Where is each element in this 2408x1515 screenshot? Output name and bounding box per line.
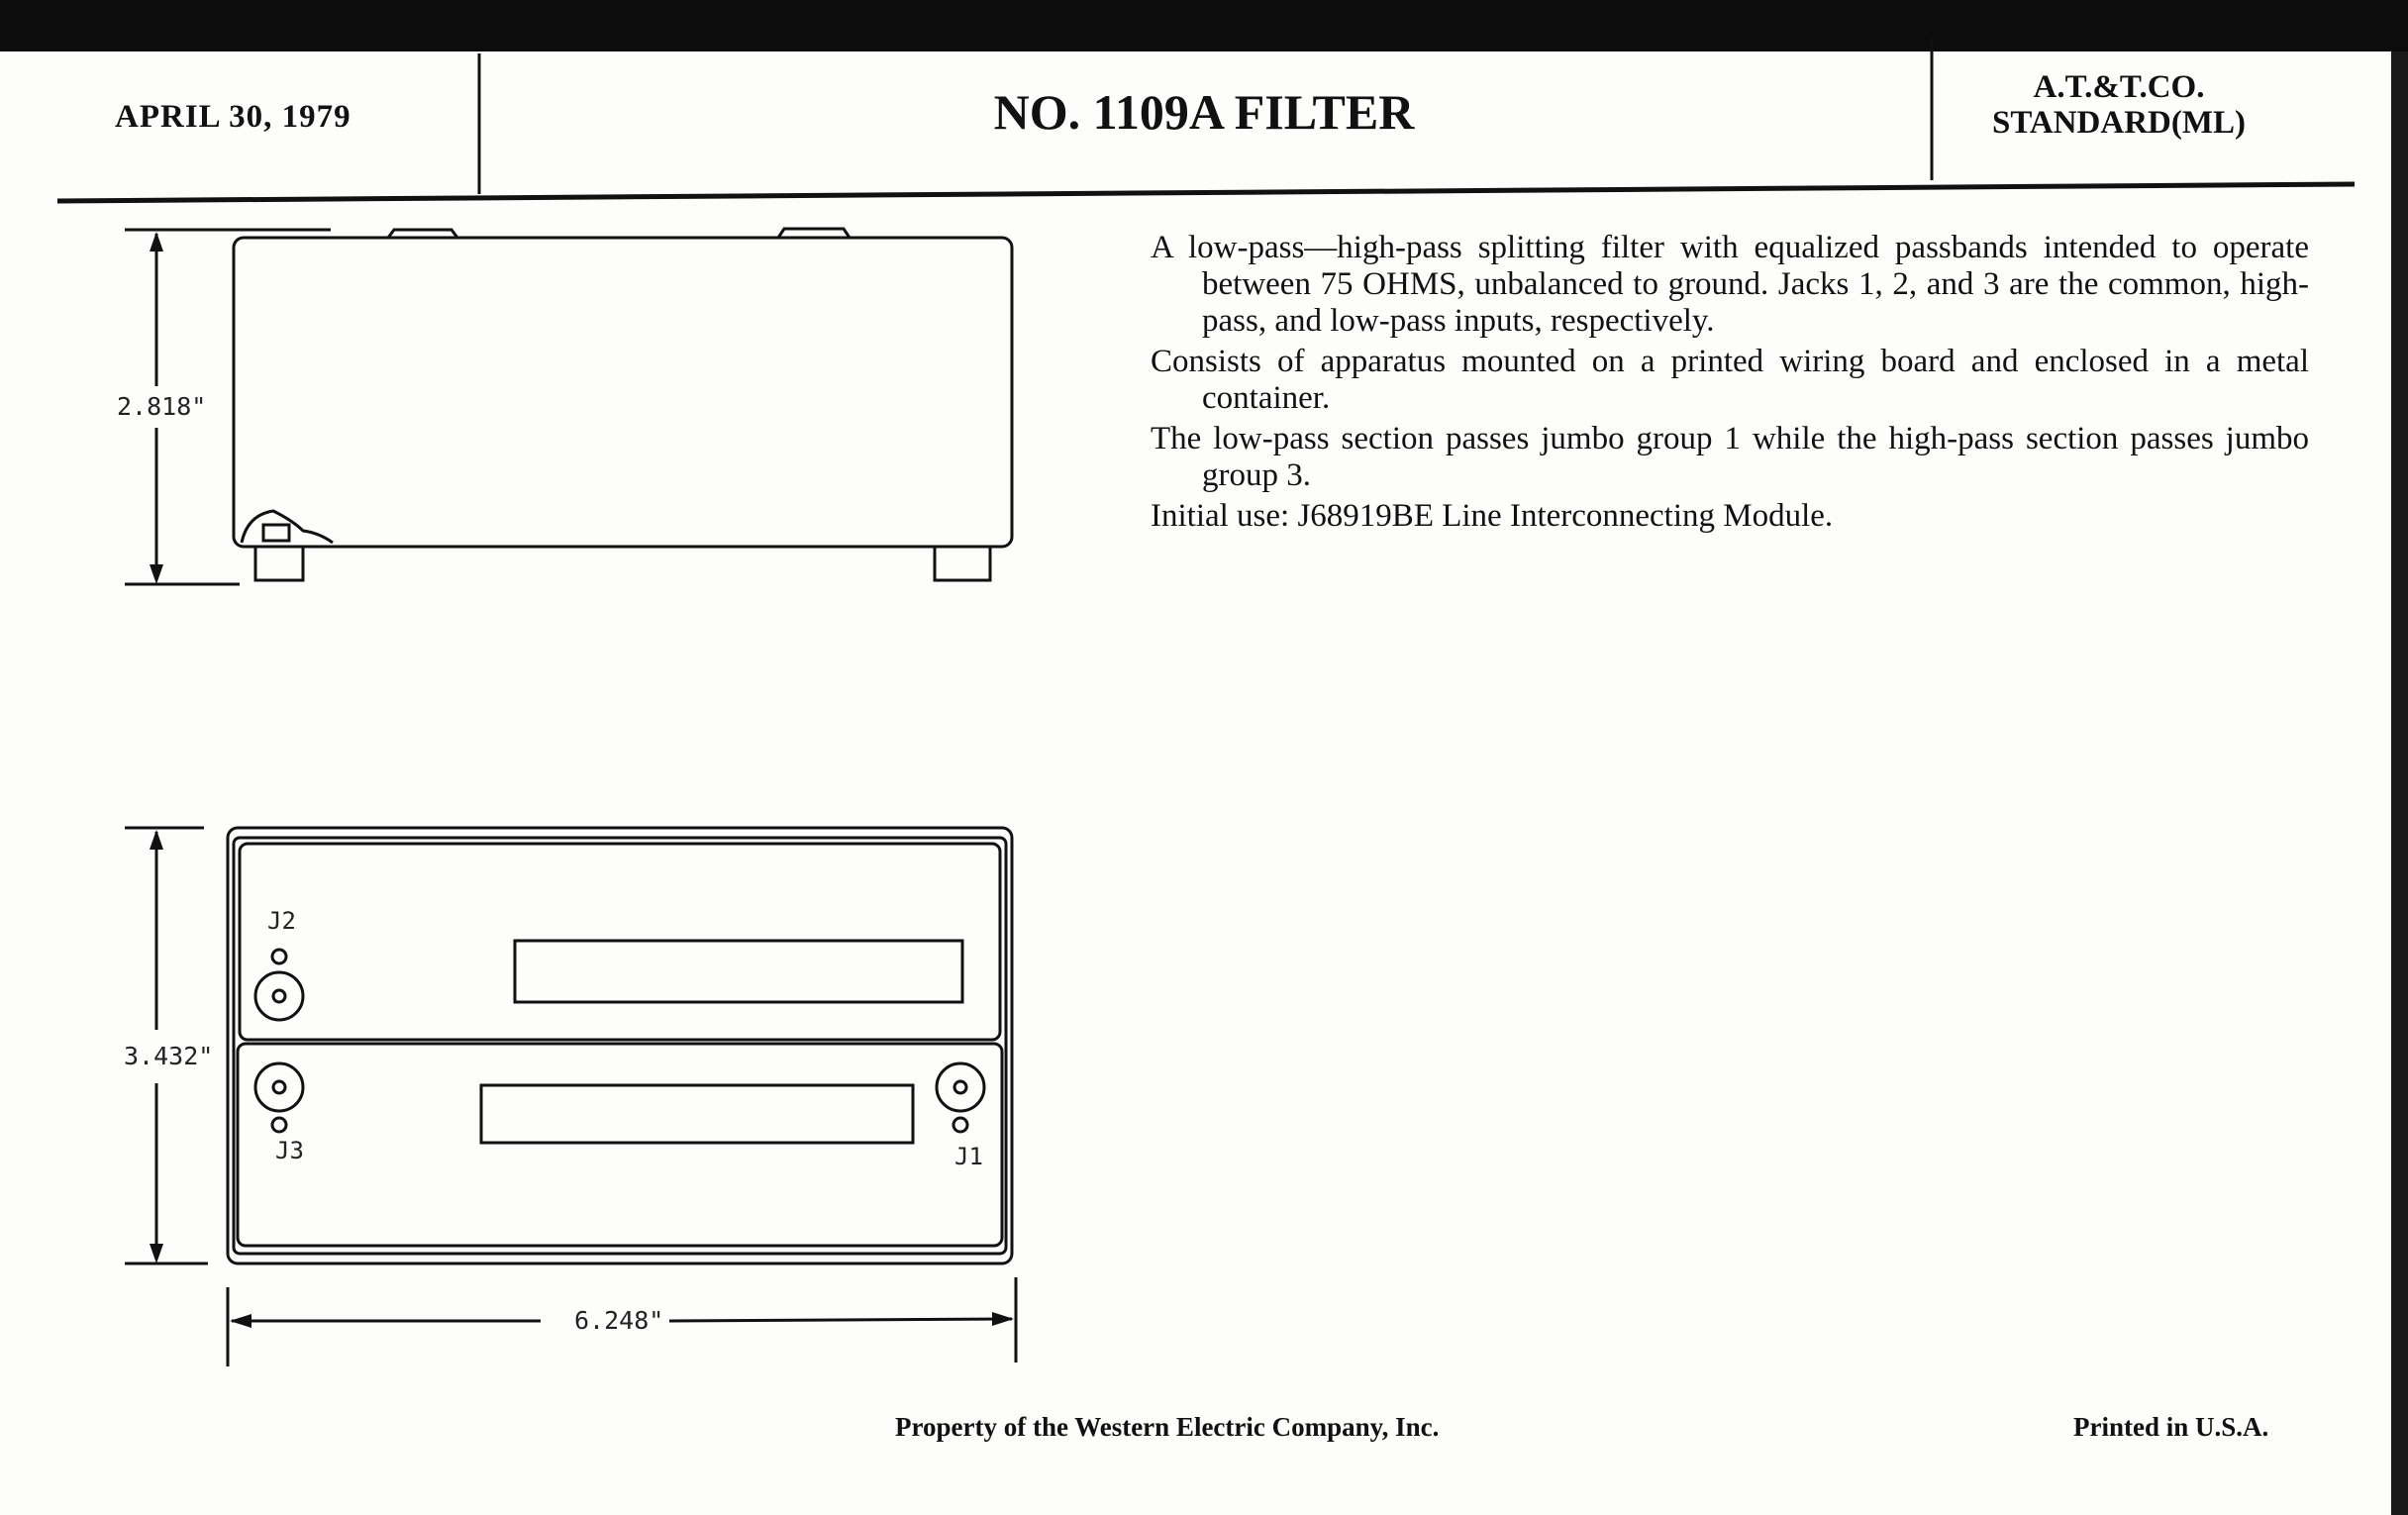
jack-j2 [255,950,303,1020]
description-paragraph-3: The low-pass section passes jumbo group 1 while the high-pass section passes jumbo group 3. [1151,421,2309,493]
footer-property: Property of the Western Electric Company, Inc. [895,1412,1440,1442]
jack-j3-screw [272,1118,286,1132]
description-paragraph-4: Initial use: J68919BE Line Interconnecting Module. [1151,498,1834,534]
jack-j3-label: J3 [275,1137,304,1164]
height-dimension-label: 2.818" [117,392,207,421]
description-paragraph-2: Consists of apparatus mounted on a printed wiring board and enclosed in a metal container. [1151,344,2309,416]
footer-printed: Printed in U.S.A. [2073,1412,2269,1442]
apparatus-drawing [0,0,1089,1386]
enclosure-side-body [234,238,1012,547]
width-arrow-right [992,1312,1014,1326]
description-paragraph-1: A low-pass—high-pass splitting filter with equalized passbands intended to operate between 75 OHMS, unbalanced to ground. Jacks 1, 2, and 3 are the common, high-pass, and low-pass inputs, respectively. [1151,230,2309,339]
jack-j2-center [273,990,285,1002]
upper-label-slot [515,941,962,1002]
width-dimension-label: 6.248" [574,1306,664,1335]
standard-line-1: A.T.&T.CO. [2033,69,2205,105]
foot-left [255,547,303,580]
jack-j3-outer-ring [255,1063,303,1111]
issue-date: APRIL 30, 1979 [115,99,351,135]
jack-j1-label: J1 [954,1143,983,1170]
jack-j3 [255,1063,303,1132]
cable-clamp [242,511,333,543]
lower-label-slot [481,1085,913,1143]
enclosure-front-inner [234,838,1006,1254]
jack-j3-center [273,1081,285,1093]
depth-arrow-bottom [150,1244,163,1263]
standard-line-2: STANDARD(ML) [1991,105,2247,141]
jack-j2-outer-ring [255,972,303,1020]
jack-j1 [937,1063,984,1132]
description-block [1151,230,2309,539]
lower-module [238,1044,1002,1246]
jack-j1-outer-ring [937,1063,984,1111]
height-arrow-top [150,232,163,252]
cable-clamp-plug [263,525,289,541]
height-arrow-bottom [150,564,163,584]
width-dim-line-right [669,1319,1012,1321]
standard-block [1941,69,2297,141]
front-view [124,828,1016,1366]
depth-dimension-label: 3.432" [124,1042,214,1070]
jack-j1-screw [953,1118,967,1132]
side-view [117,229,1012,584]
foot-right [935,547,990,580]
jack-j2-label: J2 [267,907,296,935]
jack-j2-screw [272,950,286,963]
scan-right-border [2391,51,2408,1515]
depth-arrow-top [150,830,163,850]
page-title: NO. 1109A FILTER [993,84,1415,140]
enclosure-front-outer [228,828,1012,1263]
width-arrow-left [230,1314,251,1328]
jack-j1-center [954,1081,966,1093]
